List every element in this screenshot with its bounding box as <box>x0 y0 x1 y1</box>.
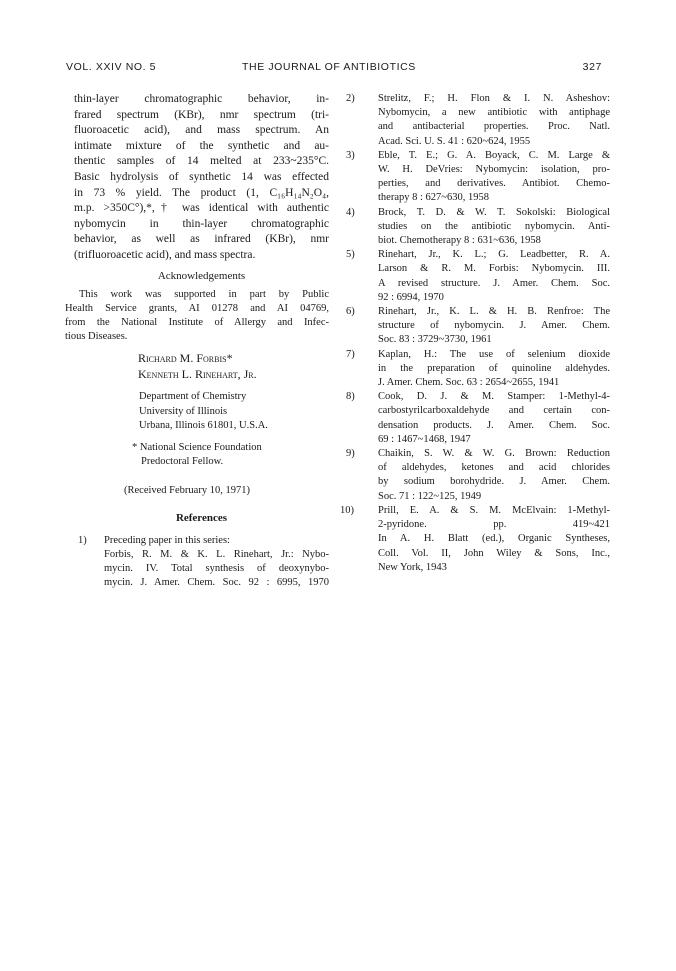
journal-title: THE JOURNAL OF ANTIBIOTICS <box>242 61 416 73</box>
reference-line: W. H. DeVries: Nybomycin: isolation, pro- <box>378 164 610 176</box>
reference-line: Strelitz, F.; H. Flon & I. N. Asheshov: <box>378 93 610 104</box>
reference-line: Preceding paper in this series: <box>104 534 230 546</box>
body-line: behavior, as well as infrared (KBr), nmr <box>74 233 329 246</box>
reference-line: Cook, D. J. & M. Stamper: 1-Methyl-4- <box>378 391 610 403</box>
running-header <box>66 61 602 77</box>
reference-number: 7) <box>346 348 355 360</box>
body-line: nybomycin in thin-layer chromatographic <box>74 217 329 230</box>
reference-line: Larson & R. M. Forbis: Nybomycin. III. <box>378 263 610 275</box>
reference-line: 92 : 6994, 1970 <box>378 291 444 303</box>
reference-line: of aldehydes, ketones and acid chlorides <box>378 462 610 474</box>
reference-line: Rinehart, Jr., K. L. & H. B. Renfroe: The <box>378 306 610 318</box>
reference-line: in the preparation of quinoline aldehydes. <box>378 362 610 374</box>
reference-line: mycin. J. Amer. Chem. Soc. 92 : 6995, 1970 <box>104 577 329 589</box>
acknowledgements-heading: Acknowledgements <box>157 269 246 282</box>
reference-line: Soc. 71 : 122~125, 1949 <box>378 490 482 502</box>
reference-line: Forbis, R. M. & K. L. Rinehart, Jr.: Nybo- <box>104 549 329 561</box>
reference-item <box>346 206 610 249</box>
reference-line: Kaplan, H.: The use of selenium dioxide <box>378 348 610 360</box>
author-list <box>138 350 329 382</box>
right-column <box>340 92 610 575</box>
ack-line: This work was supported in part by Public <box>79 289 329 301</box>
reference-line: In A. H. Blatt (ed.), Organic Syntheses, <box>378 533 610 545</box>
body-line: intimate mixture of the synthetic and au- <box>74 139 329 152</box>
reference-line: Nybomycin, a new antibiotic with antiphage <box>378 107 610 119</box>
ack-line: Health Service grants, AI 01278 and AI 04769, <box>65 303 329 315</box>
reference-line: Brock, T. D. & W. T. Sokolski: Biological <box>378 206 610 218</box>
reference-line: carbostyrilcarboxaldehyde and certain con- <box>378 405 610 417</box>
reference-line: Coll. Vol. II, John Wiley & Sons, Inc., <box>378 547 610 559</box>
reference-number: 6) <box>346 306 355 318</box>
affiliation-line: University of Illinois <box>139 405 228 417</box>
footnote-line: * National Science Foundation <box>132 441 262 453</box>
reference-list <box>340 92 610 575</box>
reference-line: Acad. Sci. U. S. 41 : 620~624, 1955 <box>378 135 531 147</box>
reference-line: studies on the antibiotic nybomycin. Anti- <box>378 220 610 232</box>
affiliation <box>139 390 329 434</box>
author-name: Richard M. Forbis* <box>138 351 233 366</box>
affiliation-line: Department of Chemistry <box>139 391 247 403</box>
reference-item <box>346 348 610 391</box>
affiliation-line: Urbana, Illinois 61801, U.S.A. <box>139 420 268 432</box>
reference-number: 2) <box>346 93 355 104</box>
reference-line: perties, and derivatives. Antibiot. Chemo- <box>378 178 610 190</box>
body-line: fluoroacetic acid), and mass spectrum. An <box>74 124 329 137</box>
ack-line: tious Diseases. <box>65 331 128 343</box>
received-date: (Received February 10, 1971) <box>124 484 250 496</box>
reference-item <box>346 149 610 206</box>
reference-item <box>346 305 610 348</box>
left-column <box>65 92 329 591</box>
reference-line: densation products. J. Amer. Chem. Soc. <box>378 419 610 431</box>
body-line: frared spectrum (KBr), nmr spectrum (tri- <box>74 108 329 121</box>
reference-line: by sodium borohydride. J. Amer. Chem. <box>378 476 610 488</box>
references-heading: References <box>175 512 228 525</box>
reference-line: New York, 1943 <box>378 561 447 573</box>
reference-line: and antibacterial properties. Proc. Natl. <box>378 121 610 133</box>
volume-info: VOL. XXIV NO. 5 <box>66 61 157 73</box>
reference-line: Eble, T. E.; G. A. Boyack, C. M. Large & <box>378 149 610 161</box>
body-line: thin-layer chromatographic behavior, in- <box>74 93 329 105</box>
reference-line: J. Amer. Chem. Soc. 63 : 2654~2655, 1941 <box>378 377 560 389</box>
ack-line: from the National Institute of Allergy and Infec- <box>65 317 329 329</box>
reference-line: mycin. IV. Total synthesis of deoxynybo- <box>104 563 329 575</box>
reference-line: 2-pyridone. pp. 419~421 <box>378 519 610 531</box>
body-line: m.p. >350C°),*,† was identical with authentic <box>74 202 329 215</box>
footnote-line: Predoctoral Fellow. <box>141 456 224 468</box>
acknowledgements-text <box>65 288 329 344</box>
reference-item <box>78 534 329 591</box>
reference-line: Prill, E. A. & S. M. McElvain: 1-Methyl- <box>378 504 610 516</box>
reference-number: 10) <box>340 504 354 516</box>
author-name: Kenneth L. Rinehart, Jr. <box>138 367 257 382</box>
reference-item <box>340 504 610 575</box>
reference-line: Soc. 83 : 3729~3730, 1961 <box>378 334 492 346</box>
reference-item <box>346 447 610 504</box>
page-number: 327 <box>582 61 602 73</box>
author-footnote <box>132 441 329 470</box>
reference-line: biot. Chemotherapy 8 : 631~636, 1958 <box>378 235 541 247</box>
reference-line: therapy 8 : 627~630, 1958 <box>378 192 489 204</box>
body-line: (trifluoroacetic acid), and mass spectra. <box>74 248 256 261</box>
reference-item <box>346 248 610 305</box>
reference-number: 1) <box>78 534 87 546</box>
reference-number: 4) <box>346 206 355 218</box>
reference-number: 8) <box>346 391 355 403</box>
reference-line: Rinehart, Jr., K. L.; G. Leadbetter, R. A. <box>378 249 610 261</box>
body-line: thentic samples of 14 melted at 233~235°C. <box>74 155 329 168</box>
reference-number: 3) <box>346 149 355 161</box>
reference-line: structure of nybomycin. J. Amer. Chem. <box>378 320 610 332</box>
body-line: Basic hydrolysis of synthetic 14 was effected <box>74 170 329 183</box>
reference-line: 69 : 1467~1468, 1947 <box>378 433 471 445</box>
reference-number: 5) <box>346 249 355 261</box>
reference-number: 9) <box>346 448 355 460</box>
reference-item <box>346 390 610 447</box>
reference-line: A revised structure. J. Amer. Chem. Soc. <box>378 277 610 289</box>
reference-item <box>346 92 610 149</box>
reference-line: Chaikin, S. W. & W. G. Brown: Reduction <box>378 448 610 460</box>
body-paragraph <box>74 92 329 264</box>
body-line: in 73 % yield. The product (1, C₁₆H₁₄N₂O₄, <box>74 186 329 199</box>
